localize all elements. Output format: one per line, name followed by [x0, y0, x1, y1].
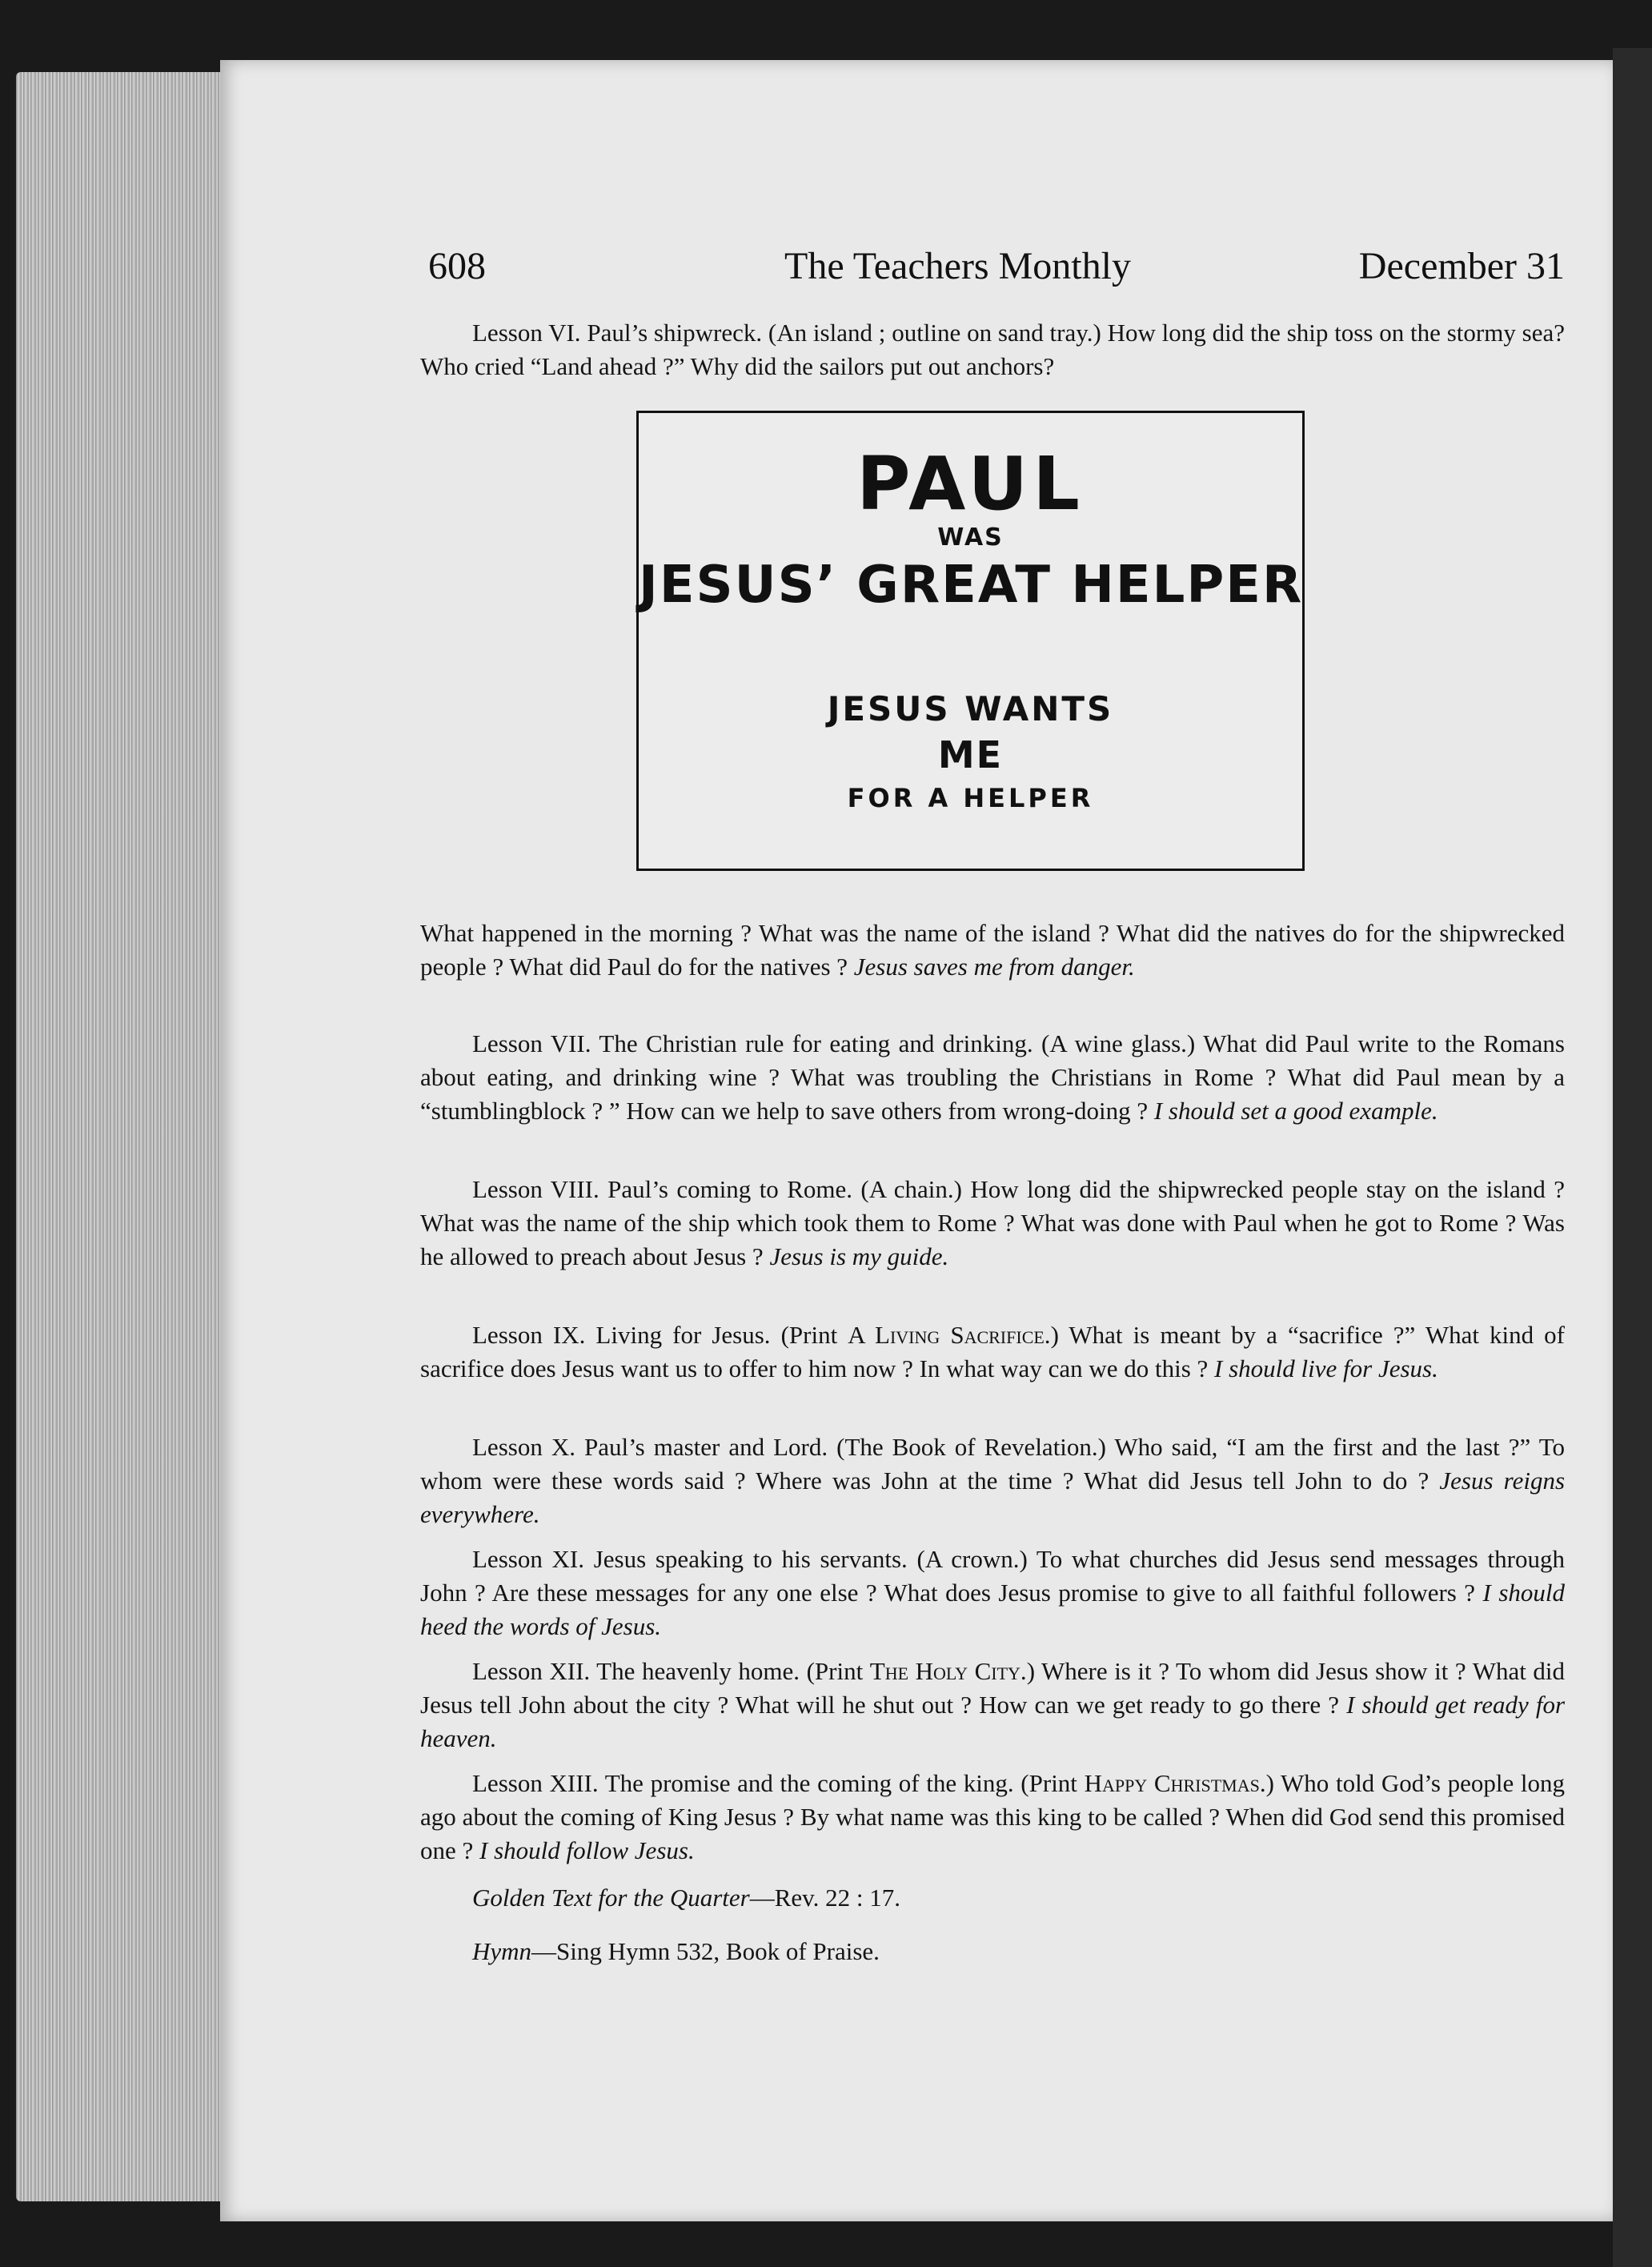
hymn-text: —Sing Hymn 532, Book of Praise. — [531, 1937, 880, 1965]
page-number: 608 — [428, 245, 486, 287]
lesson-12-answer: I should get ready for heaven. — [420, 1691, 1566, 1752]
hymn-line — [472, 1935, 880, 1968]
lesson-6-continued — [420, 917, 1565, 984]
lesson-13-answer: I should follow Jesus. — [479, 1836, 695, 1864]
lesson-13-text-a: Lesson XIII. The promise and the coming of the king. (Print — [472, 1769, 1077, 1797]
lesson-6-intro: Lesson VI. Paul’s shipwreck. (An island ; outline on sand tray.) How long did the ship toss on the stormy sea? Who cried “Land ahead ?” Why did the sailors put out anchors? — [420, 319, 1565, 380]
book-page-edges — [16, 72, 232, 2201]
lesson-7-questions: Lesson VII. The Christian rule for eating and drinking. (A wine glass.) What did Paul write to the Romans about eating, and drinking wine ? What was troubling the Christians in Rome ? What did Paul mean by a “stumblingblock ? ” How can we help to save others from wrong-doing ? — [420, 1029, 1565, 1125]
lesson-12-print: The Holy City. — [869, 1657, 1027, 1685]
lesson-10 — [420, 1430, 1565, 1531]
scan-right-margin — [1613, 48, 1652, 2267]
board-line-wants: JESUS WANTS — [827, 689, 1114, 728]
lesson-12-text-b: ) Where is it ? To whom did Jesus show it ? What did Jesus tell John about the city ? What will he shut out ? How can we get ready to go there ? — [420, 1657, 1566, 1719]
lesson-13-print: Happy Christmas. — [1084, 1769, 1266, 1797]
lesson-9-print: A Living Sacrifice. — [848, 1321, 1051, 1349]
lesson-9-text-a: Lesson IX. Living for Jesus. (Print — [472, 1321, 838, 1349]
running-header — [428, 244, 1565, 300]
lesson-8 — [420, 1173, 1565, 1274]
lesson-11-answer: I should heed the words of Jesus. — [420, 1579, 1566, 1640]
golden-text-label: Golden Text for the Quarter — [472, 1884, 750, 1912]
book-page — [220, 60, 1613, 2221]
hymn-label: Hymn — [472, 1937, 532, 1965]
lesson-8-questions: Lesson VIII. Paul’s coming to Rome. (A chain.) How long did the shipwrecked people stay on the island ? What was the name of the ship which took them to Rome ? What was done with Paul when he got to Rome ? Was he allowed to preach about Jesus ? — [420, 1175, 1565, 1270]
lesson-13-text-b: ) Who told God’s people long ago about the coming of King Jesus ? By what name was this king to be called ? When did God send this promised one ? — [420, 1769, 1566, 1864]
journal-title: The Teachers Monthly — [784, 245, 1131, 287]
issue-date: December 31 — [1358, 245, 1565, 287]
lesson-7-answer: I should set a good example. — [1153, 1097, 1438, 1125]
lesson-10-answer: Jesus reigns everywhere. — [420, 1467, 1566, 1528]
lesson-11-questions: Lesson XI. Jesus speaking to his servants. (A crown.) To what churches did Jesus send messages through John ? Are these messages for any one else ? What does Jesus promise to give to all faithful followers ? — [420, 1545, 1565, 1607]
golden-text-ref: —Rev. 22 : 17. — [749, 1884, 901, 1912]
board-line-for-helper: FOR A HELPER — [847, 783, 1094, 813]
lesson-6-questions: What happened in the morning ? What was the name of the island ? What did the natives do for the shipwrecked people ? What did Paul do for the natives ? — [420, 919, 1565, 981]
lesson-8-answer: Jesus is my guide. — [769, 1242, 949, 1270]
lesson-12-text-a: Lesson XII. The heavenly home. (Print — [472, 1657, 864, 1685]
lesson-9-answer: I should live for Jesus. — [1214, 1354, 1438, 1382]
lesson-6-answer: Jesus saves me from danger. — [853, 953, 1135, 981]
lesson-12 — [420, 1655, 1565, 1755]
lesson-13 — [420, 1767, 1565, 1868]
lesson-9 — [420, 1318, 1565, 1386]
board-line-me: ME — [937, 733, 1004, 776]
lesson-9-text-b: ) What is meant by a “sacrifice ?” What kind of sacrifice does Jesus want us to offer to him now ? In what way can we do this ? — [420, 1321, 1566, 1382]
lesson-11 — [420, 1543, 1565, 1643]
blackboard-illustration — [636, 411, 1305, 871]
board-line-paul: PAUL — [856, 441, 1085, 527]
board-line-helper: JESUS’ GREAT HELPER — [639, 556, 1304, 615]
golden-text — [472, 1881, 900, 1915]
lesson-7 — [420, 1027, 1565, 1128]
board-line-was: WAS — [937, 524, 1004, 552]
lesson-10-questions: Lesson X. Paul’s master and Lord. (The Book of Revelation.) Who said, “I am the first and the last ?” To whom were these words said ? Where was John at the time ? What did Jesus tell John to do ? — [420, 1433, 1565, 1495]
